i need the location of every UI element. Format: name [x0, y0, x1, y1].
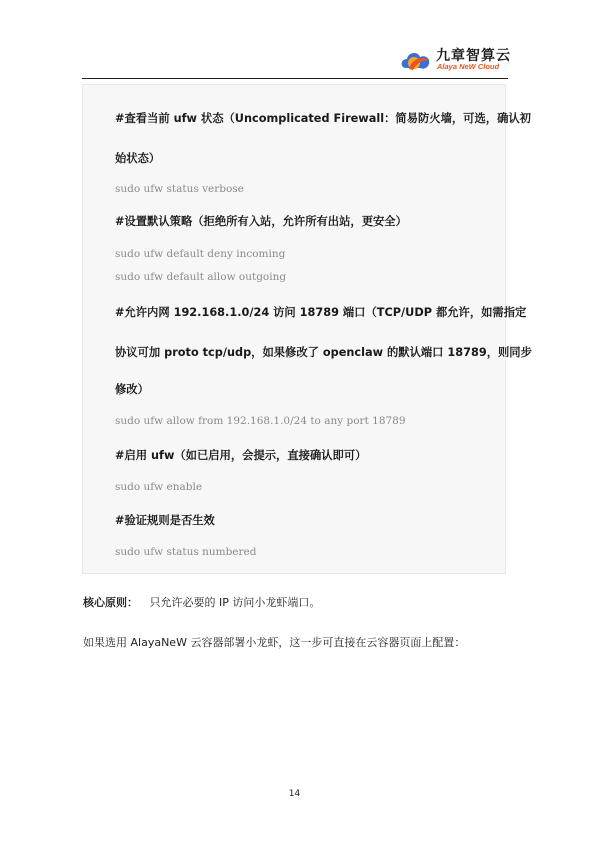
- alaya-config-paragraph: 如果选用 AlayaNeW 云容器部署小龙虾，这一步可直接在云容器页面上配置：: [83, 636, 466, 649]
- code-command-status-numbered: sudo ufw status numbered: [115, 546, 257, 558]
- core-principle-label: 核心原则：: [83, 596, 138, 609]
- code-command-deny-incoming: sudo ufw default deny incoming: [115, 248, 286, 260]
- code-comment-allow-lan: #允许内网 192.168.1.0/24 访问 18789 端口（TCP/UDP 都允许，如需指定: [115, 306, 527, 319]
- code-command-enable: sudo ufw enable: [115, 481, 203, 493]
- code-comment-default-policy: #设置默认策略（拒绝所有入站，允许所有出站，更安全）: [115, 215, 407, 228]
- logo-english-name: Alaya NeW Cloud: [437, 62, 500, 71]
- code-comment-allow-lan-end: 修改）: [115, 383, 149, 396]
- page-number: 14: [288, 789, 301, 799]
- header-divider: [82, 78, 508, 79]
- code-comment-ufw-status: #查看当前 ufw 状态（Uncomplicated Firewall：简易防火墙，可选，确认初: [115, 112, 531, 125]
- logo-chinese-name: 九章智算云: [436, 48, 511, 64]
- code-command-allow-port: sudo ufw allow from 192.168.1.0/24 to any port 18789: [115, 415, 406, 427]
- code-comment-allow-lan-cont: 协议可加 proto tcp/udp，如果修改了 openclaw 的默认端口 18789，则同步: [115, 346, 532, 359]
- alaya-cloud-logo-icon: [400, 44, 436, 74]
- core-principle-paragraph: [83, 594, 320, 610]
- alaya-logo: [400, 44, 510, 74]
- code-comment-verify: #验证规则是否生效: [115, 514, 215, 527]
- code-comment-enable: #启用 ufw（如已启用，会提示，直接确认即可）: [115, 449, 367, 462]
- core-principle-text: 只允许必要的 IP 访问小龙虾端口。: [149, 596, 321, 609]
- code-comment-ufw-status-cont: 始状态）: [115, 152, 161, 165]
- code-command-status-verbose: sudo ufw status verbose: [115, 183, 244, 195]
- code-command-allow-outgoing: sudo ufw default allow outgoing: [115, 271, 287, 283]
